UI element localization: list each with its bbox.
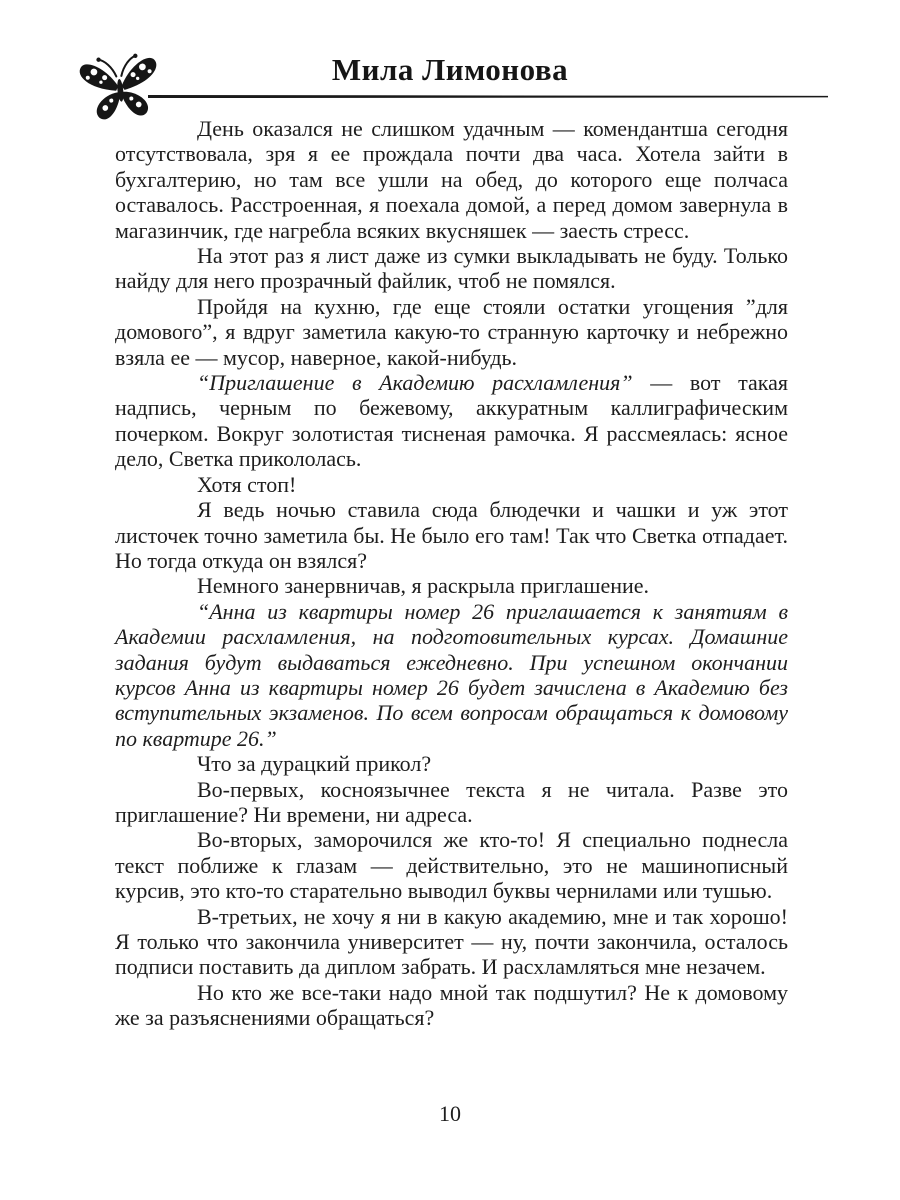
paragraph: Хотя стоп! [197, 471, 297, 497]
paragraph: Я ведь ночью ставила сюда блюдечки и чашки и уж этот листочек точно заметила бы. Не было его там! Так что Светка отпадает. Но тогда откуда он взялся? [115, 497, 788, 573]
paragraph: Пройдя на кухню, где еще стояли остатки угощения ”для домового”, я вдруг заметила какую-то странную карточку и небрежно взяла ее — мусор, наверное, какой-нибудь. [115, 293, 788, 370]
paragraph [115, 370, 788, 472]
page-number: 10 [439, 1101, 461, 1126]
invitation-title-phrase: “Приглашение в Академию расхламления” [197, 370, 633, 396]
paragraph: В-третьих, не хочу я ни в какую академию, мне и так хорошо! Я только что закончила университет — ну, почти закончила, осталось подписи поставить да диплом забрать. И расхламляться мне незачем. [115, 903, 788, 980]
body-text [115, 116, 788, 1031]
header-rule [148, 95, 828, 98]
invitation-quote: “Анна из квартиры номер 26 приглашается к занятиям в Академии расхламления, на подготовительных курсах. Домашние задания будут выдаваться ежедневно. При успешном окончании курсов Анна из квартиры номер 26 будет зачислена в Академию без вступительных экзаменов. По всем вопросам обращаться к домовому по квартире 26.” [115, 598, 788, 751]
paragraph-continuation: — вот такая надпись, черным по бежевому, аккуратным каллиграфическим почерком. Вокруг золотистая тисненая рамочка. Я рассмеялась: ясное дело, Светка прикололась. [115, 370, 788, 472]
paragraph: Что за дурацкий прикол? [197, 751, 432, 777]
paragraph: День оказался не слишком удачным — комендантша сегодня отсутствовала, зря я ее прождала почти два часа. Хотела зайти в бухгалтерию, но там все ушли на обед, до которого еще полчаса оставалось. Расстроенная, я поехала домой, а перед домом завернула в магазинчик, где нагребла всяких вкусняшек — заесть стресс. [115, 116, 788, 243]
paragraph: Но кто же все-таки надо мной так подшутил? Не к домовому же за разъяснениями обращаться? [115, 979, 788, 1031]
running-head-author: Мила Лимонова [331, 52, 569, 87]
paragraph: Во-первых, косноязычнее текста я не читала. Разве это приглашение? Ни времени, ни адреса. [115, 776, 788, 827]
paragraph: На этот раз я лист даже из сумки выкладывать не буду. Только найду для него прозрачный файлик, чтоб не помялся. [115, 243, 788, 294]
paragraph: Во-вторых, заморочился же кто-то! Я специально поднесла текст поближе к глазам — действительно, это не машинописный курсив, это кто-то старательно выводил буквы чернилами или тушью. [115, 827, 788, 904]
paragraph: Немного занервничав, я раскрыла приглашение. [197, 573, 650, 599]
